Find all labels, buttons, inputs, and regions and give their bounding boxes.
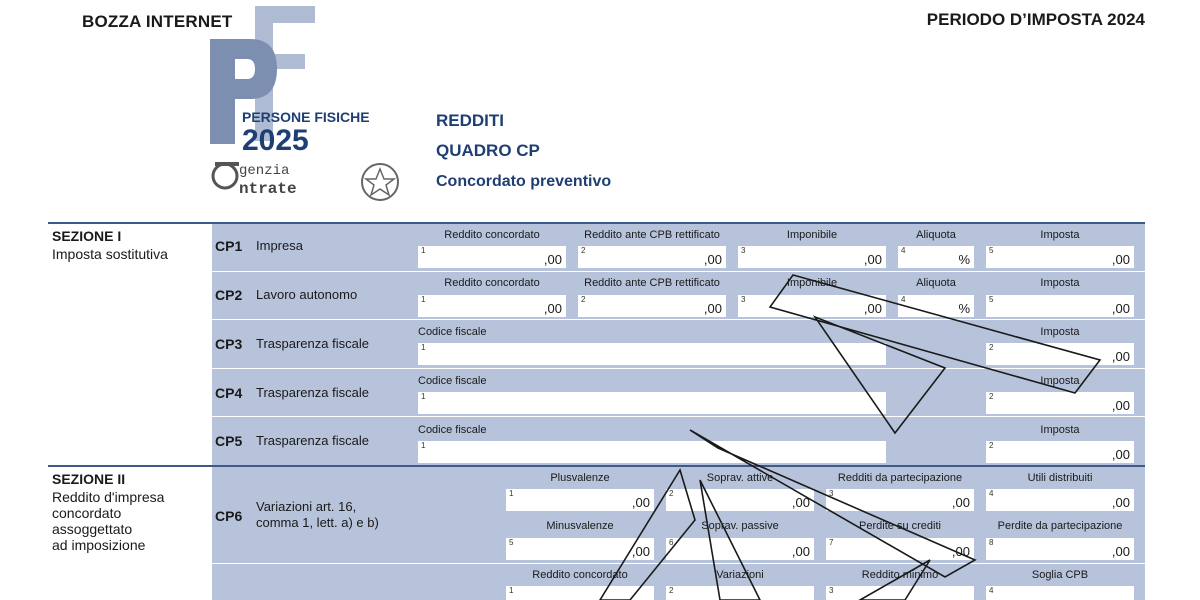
row-separator [212,271,1145,272]
section-2-subtitle: assoggettato [52,521,133,537]
row-separator [212,319,1145,320]
col-label: Imposta [1040,424,1080,436]
logo-year: 2025 [242,124,309,157]
logo-persone: PERSONE FISICHE [242,109,370,125]
cp1-field-3[interactable]: 3 ,00 [738,246,886,268]
col-label: Reddito concordato [444,277,540,289]
cp6-field-8[interactable]: 8 ,00 [986,538,1134,560]
row-separator [212,368,1145,369]
section-2-subtitle: Reddito d'impresa [52,489,165,505]
cp4-tax-code-field[interactable]: 1 [418,392,886,414]
cp1-field-1[interactable]: 1 ,00 [418,246,566,268]
cp1-field-5[interactable]: 5 ,00 [986,246,1134,268]
cp3-tax-code-field[interactable]: 1 [418,343,886,365]
cp7-field-2[interactable]: 2 [666,586,814,600]
cp6-field-7[interactable]: 7 ,00 [826,538,974,560]
col-label: Reddito minimo [861,569,939,581]
row-code-cp1: CP1 [215,238,243,254]
row-code-cp6: CP6 [215,508,243,524]
col-label: Reddito concordato [532,569,628,581]
cp7-field-1[interactable]: 1 [506,586,654,600]
col-label: Imposta [1040,375,1080,387]
cp6-field-4[interactable]: 4 ,00 [986,489,1134,511]
col-label: Redditi da partecipazione [837,472,963,484]
col-label: Plusvalenze [550,472,610,484]
col-label: Utili distribuiti [1027,472,1093,484]
cp6-field-6[interactable]: 6 ,00 [666,538,814,560]
cp2-field-1[interactable]: 1 ,00 [418,295,566,317]
cp6-field-2[interactable]: 2 ,00 [666,489,814,511]
cp3-tax-field[interactable]: 2 ,00 [986,343,1134,365]
col-label: Imponibile [786,229,838,241]
col-label: Variazioni [716,569,764,581]
col-label: Imponibile [786,277,838,289]
col-label: Imposta [1040,229,1080,241]
col-label: Codice fiscale [418,424,487,436]
cp7-field-4[interactable]: 4 [986,586,1134,600]
col-label: Reddito ante CPB rettificato [584,229,720,241]
cp1-field-4[interactable]: 4 % [898,246,974,268]
section-divider [48,222,1145,224]
col-label: Aliquota [916,277,956,289]
tax-period-label: PERIODO D’IMPOSTA 2024 [926,10,1145,29]
row-label-cp5: Trasparenza fiscale [256,433,369,448]
section-2-subtitle: concordato [52,505,122,521]
pf-logo [205,4,405,209]
col-label: Soprav. attive [706,472,774,484]
section-1-title: SEZIONE I [52,228,122,244]
cp5-tax-field[interactable]: 2 ,00 [986,441,1134,463]
cp2-field-3[interactable]: 3 ,00 [738,295,886,317]
col-label: Codice fiscale [418,375,487,387]
col-label: Perdite su crediti [859,520,941,532]
cp5-tax-code-field[interactable]: 1 [418,441,886,463]
row-label-cp6: comma 1, lett. a) e b) [256,515,379,530]
logo-entrate: ntrate [239,180,297,198]
col-label: Reddito ante CPB rettificato [584,277,720,289]
form-description: Concordato preventivo [436,173,612,190]
row-code-cp4: CP4 [215,385,243,401]
row-separator [212,416,1145,417]
draft-label: BOZZA INTERNET [82,12,233,31]
cp7-field-3[interactable]: 3 [826,586,974,600]
cp2-field-5[interactable]: 5 ,00 [986,295,1134,317]
cp6-field-3[interactable]: 3 ,00 [826,489,974,511]
col-label: Perdite da partecipazione [997,520,1123,532]
logo-agenzia: genzia [239,163,290,179]
row-code-cp3: CP3 [215,336,243,352]
cp2-field-4[interactable]: 4 % [898,295,974,317]
cp4-tax-field[interactable]: 2 ,00 [986,392,1134,414]
section-2-title: SEZIONE II [52,471,126,487]
col-label: Imposta [1040,326,1080,338]
row-label-cp2: Lavoro autonomo [256,287,358,302]
col-label: Reddito concordato [444,229,540,241]
col-label: Soglia CPB [1031,569,1089,581]
form-subtitle: QUADRO CP [436,141,540,160]
form-title: REDDITI [436,111,504,130]
row-code-cp2: CP2 [215,287,243,303]
row-label-cp3: Trasparenza fiscale [256,336,369,351]
section-2-subtitle: ad imposizione [52,537,146,553]
row-label-cp6: Variazioni art. 16, [256,499,357,514]
row-label-cp4: Trasparenza fiscale [256,385,369,400]
cp6-field-1[interactable]: 1 ,00 [506,489,654,511]
section-1-subtitle: Imposta sostitutiva [52,246,168,262]
cp6-field-5[interactable]: 5 ,00 [506,538,654,560]
col-label: Minusvalenze [546,520,614,532]
col-label: Codice fiscale [418,326,487,338]
row-separator [212,563,1145,564]
cp2-field-2[interactable]: 2 ,00 [578,295,726,317]
col-label: Soprav. passive [701,520,779,532]
row-label-cp1: Impresa [256,238,303,253]
section-divider [48,465,1145,467]
row-code-cp5: CP5 [215,433,243,449]
col-label: Imposta [1040,277,1080,289]
cp1-field-2[interactable]: 2 ,00 [578,246,726,268]
col-label: Aliquota [916,229,956,241]
